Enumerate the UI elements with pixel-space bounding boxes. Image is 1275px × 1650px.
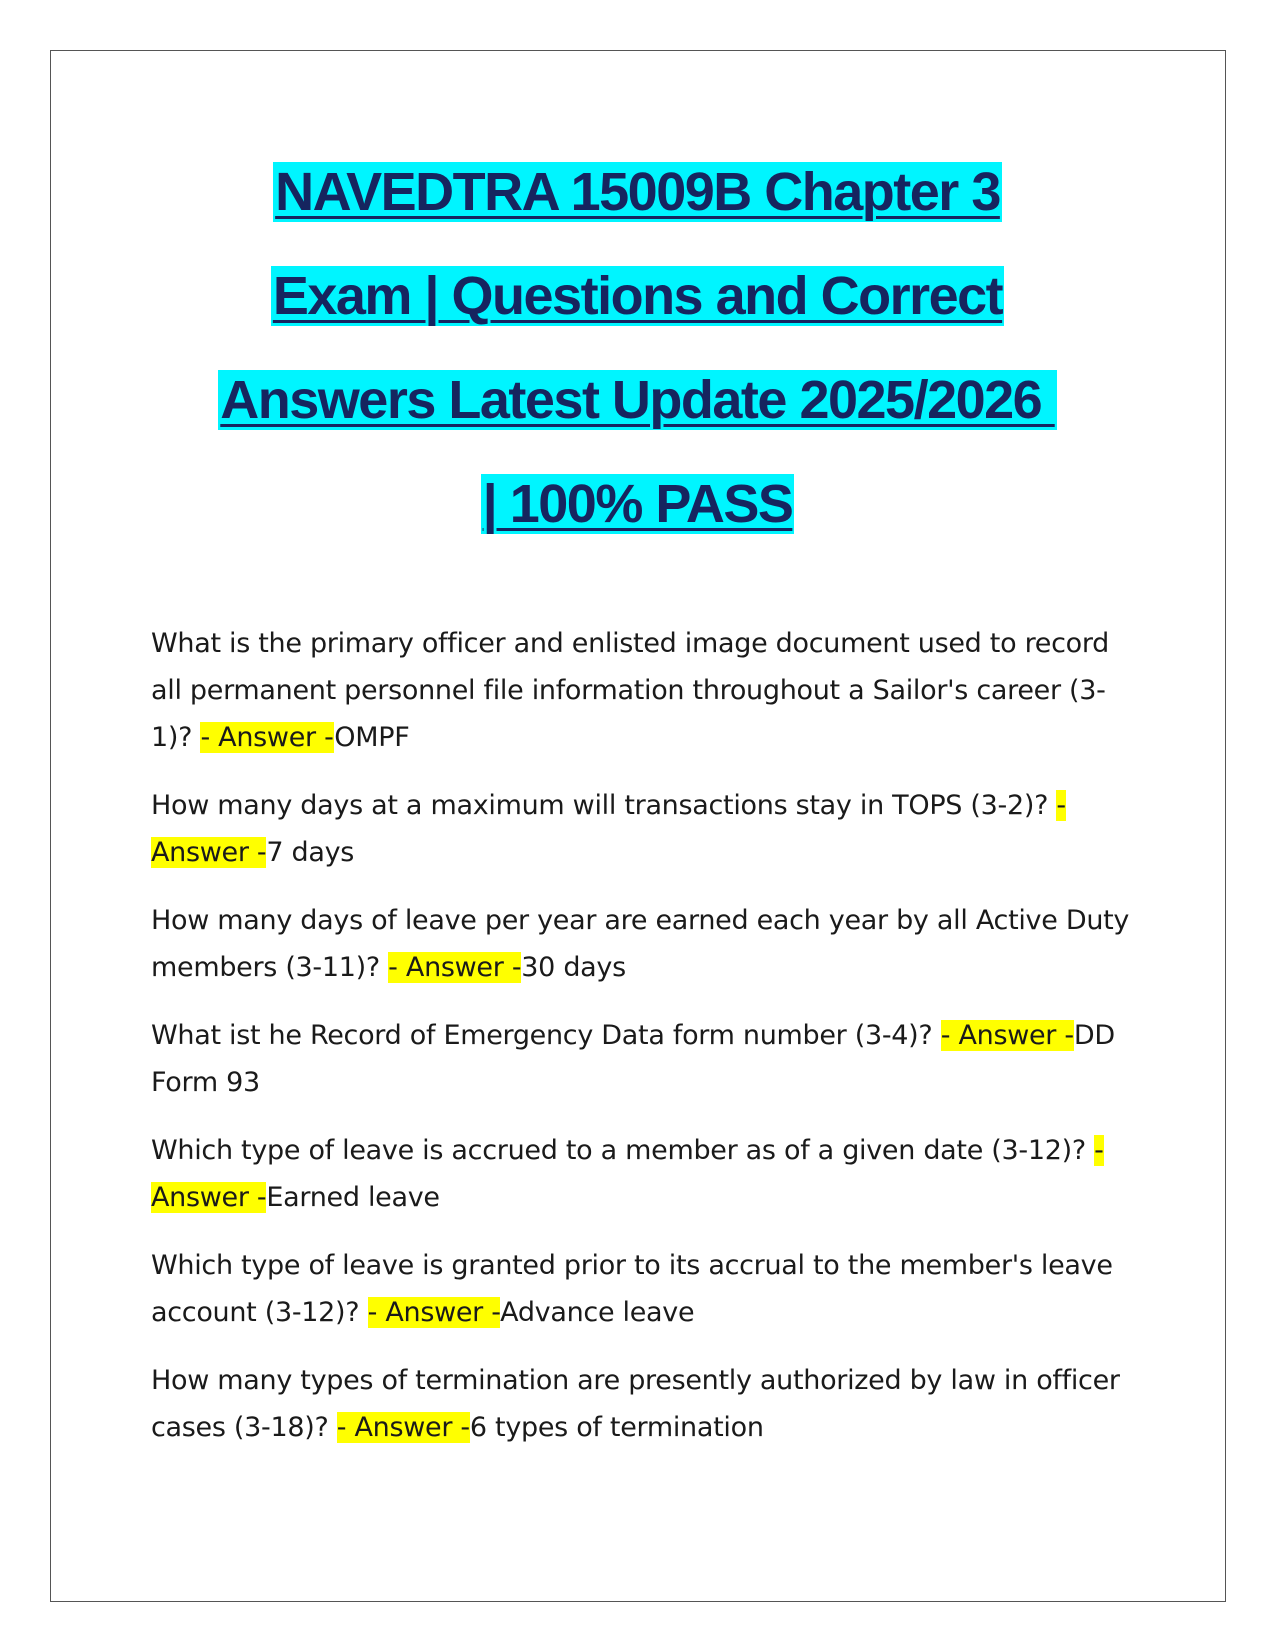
answer-marker: - Answer - [151, 1135, 1104, 1213]
answer-text: 6 types of termination [469, 1412, 764, 1443]
title-line-4: | 100% PASS [482, 474, 793, 534]
question-list [151, 620, 1141, 1472]
answer-marker: - Answer - [200, 722, 335, 753]
question-text: How many days at a maximum will transactions stay in TOPS (3-2)? [151, 790, 1057, 821]
title-line-3: Answers Latest Update 2025/2026 [220, 370, 1055, 430]
question-text: What is the primary officer and enlisted image document used to record all permanent personnel file information throughout a Sailor's career (3-1)? [151, 628, 1110, 753]
answer-text: 7 days [266, 837, 355, 868]
title-line-1: NAVEDTRA 15009B Chapter 3 [275, 162, 1000, 222]
question-text: Which type of leave is accrued to a member as of a given date (3-12)? [151, 1135, 1095, 1166]
qa-item [151, 1242, 1141, 1336]
answer-text: OMPF [334, 722, 410, 753]
question-text: How many days of leave per year are earned each year by all Active Duty members (3-11)? [151, 905, 1130, 983]
qa-item [151, 620, 1141, 761]
qa-item [151, 897, 1141, 991]
question-text: Which type of leave is granted prior to its accrual to the member's leave account (3-12)? [151, 1250, 1113, 1328]
answer-text: 30 days [521, 952, 626, 983]
answer-marker: - Answer - [336, 1412, 470, 1443]
qa-item [151, 1357, 1141, 1451]
qa-item [151, 1012, 1141, 1106]
answer-marker: - Answer - [388, 952, 522, 983]
document-title [100, 140, 1175, 556]
answer-marker: - Answer - [940, 1020, 1074, 1051]
answer-text: Earned leave [266, 1182, 440, 1213]
title-line-2: Exam | Questions and Correct [272, 266, 1003, 326]
answer-text: DD Form 93 [151, 1020, 1115, 1098]
qa-item [151, 1127, 1141, 1221]
answer-marker: - Answer - [151, 790, 1066, 868]
question-text: How many types of termination are presently authorized by law in officer cases (3-18)? [151, 1365, 1120, 1443]
answer-text: Advance leave [500, 1297, 695, 1328]
qa-item [151, 782, 1141, 876]
answer-marker: - Answer - [367, 1297, 501, 1328]
question-text: What ist he Record of Emergency Data form number (3-4)? [151, 1020, 941, 1051]
